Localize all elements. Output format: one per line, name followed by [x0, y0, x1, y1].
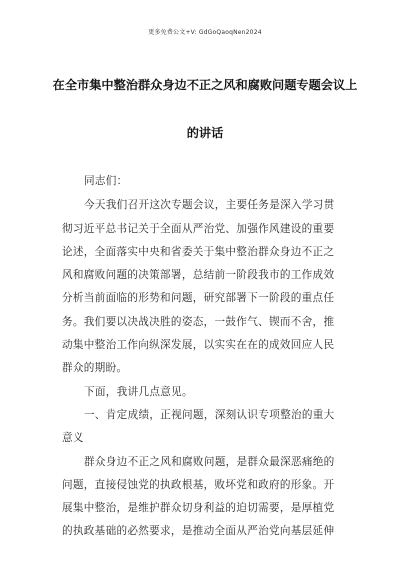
paragraph-line: 今天我们召开这次专题会议，主要任务是深入学习贯 [84, 199, 335, 211]
section-heading-line: 意义 [62, 432, 84, 444]
paragraph-line: 论述，全面落实中央和省委关于集中整治群众身边不正之 [62, 246, 335, 258]
document-title-line-2: 的讲话 [186, 126, 224, 140]
paragraph-line: 的执政基础的必然要求，是推动全面从严治党向基层延伸 [62, 525, 335, 537]
salutation: 同志们： [84, 175, 128, 187]
paragraph-line: 群众身边不正之风和腐败问题，是群众最深恶痛绝的 [84, 456, 335, 468]
paragraph-line: 风和腐败问题的决策部署，总结前一阶段我市的工作成效 [62, 269, 335, 281]
paragraph-line: 展集中整治，是维护群众切身利益的迫切需要，是厚植党 [62, 502, 335, 514]
paragraph-line: 分析当前面临的形势和问题，研究部署下一阶段的重点任 [62, 292, 335, 304]
paragraph-line: 下面，我讲几点意见。 [84, 386, 193, 398]
paragraph-line: 务。我们要以决战决胜的姿态，一鼓作气、锲而不舍，推 [62, 316, 335, 328]
paragraph-line: 问题，直接侵蚀党的执政根基，败坏党和政府的形象。开 [62, 479, 335, 491]
paragraph-line: 动集中整治工作向纵深发展，以实实在在的成效回应人民 [62, 339, 335, 351]
section-heading-line: 一、肯定成绩，正视问题，深刻认识专项整治的重大 [84, 409, 335, 421]
document-title-line-1: 在全市集中整治群众身边不正之风和腐败问题专题会议上 [52, 78, 358, 92]
paragraph-line: 彻习近平总书记关于全面从严治党、加强作风建设的重要 [62, 223, 335, 235]
paragraph-line: 群众的期盼。 [62, 362, 128, 374]
header-note: 更多免费公文+V: GdGoQaoqNen2024 [148, 29, 262, 36]
